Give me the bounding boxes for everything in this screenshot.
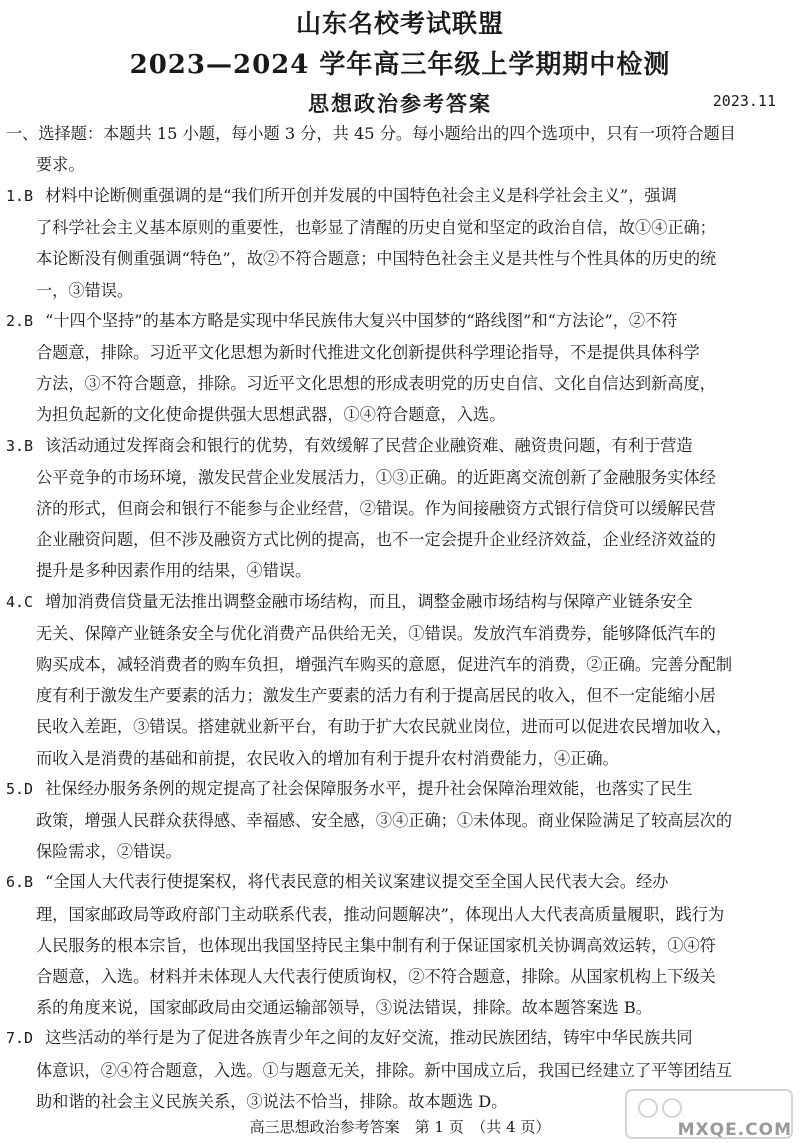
question-number: 1.B <box>6 187 34 205</box>
exam-title: 2023—2024 学年高三年级上学期期中检测 <box>129 50 671 80</box>
answer-first-line <box>6 1022 788 1054</box>
section-intro <box>6 118 788 180</box>
answer-line: 无关、保障产业链条安全与优化消费产品供给无关，①错误。发放汽车消费券，能够降低汽车的 <box>36 623 716 643</box>
answer-first-line <box>6 586 788 618</box>
answer-line: 合题意，排除。习近平文化思想为新时代推进文化创新提供科学理论指导，不是提供具体科学 <box>36 343 700 362</box>
answer-first-line <box>6 866 788 898</box>
answer-line: 济的形式，但商会和银行不能参与企业经营，②错误。作为间接融资方式银行信贷可以缓解民营 <box>36 499 716 518</box>
watermark-text: MXQE.COM <box>677 1120 792 1140</box>
question-answer <box>6 430 788 587</box>
intro-line: 一、选择题：本题共 15 小题，每小题 3 分，共 45 分。每小题给出的四个选项中，只有一项符合题目 <box>6 124 736 143</box>
answer-text: “全国人大代表行使提案权，将代表民意的相关议案建议提交至全国人民代表大会。经办 <box>45 872 669 892</box>
page-footer: 高三思想政治参考答案 第 1 页 （共 4 页） <box>249 1118 551 1136</box>
answer-text: 这些活动的举行是为了促进各族青少年之间的友好交流，推动民族团结，铸牢中华民族共同 <box>45 1028 693 1048</box>
question-number: 6.B <box>6 873 34 892</box>
answer-text: 材料中论断侧重强调的是“我们所开创并发展的中国特色社会主义是科学社会主义”，强调 <box>45 186 677 205</box>
answer-line: 了科学社会主义基本原则的重要性，也彰显了清醒的历史自觉和坚定的政治自信，故①④正确； <box>36 218 716 238</box>
question-answer <box>6 180 788 306</box>
answer-first-line <box>6 180 788 212</box>
answer-line: 系的角度来说，国家邮政局由交通运输部领导，③说法错误，排除。故本题答案选 B。 <box>36 998 652 1018</box>
answer-text: 社保经办服务条例的规定提高了社会保障服务水平，提升社会保障治理效能，也落实了民生 <box>45 778 693 798</box>
answer-line: 提升是多种因素作用的结果，④错误。 <box>36 561 312 581</box>
answer-line: 方法，③不符合题意，排除。习近平文化思想的形成表明党的历史自信、文化自信达到新高度， <box>36 374 716 394</box>
answer-line: 购买成本，减轻消费者的购车负担，增强汽车购买的意愿，促进汽车的消费，②正确。完善分配制 <box>36 655 733 674</box>
answer-line: 理，国家邮政局等政府部门主动联系代表，推动问题解决”，体现出人大代表高质量履职，践行为 <box>36 904 725 924</box>
question-answer <box>6 305 788 431</box>
subject-title: 思想政治参考答案 <box>308 91 492 116</box>
question-number: 3.B <box>6 436 34 455</box>
answer-line: 助和谐的社会主义民族关系，③说法不恰当，排除。故本题选 D。 <box>36 1091 508 1111</box>
answer-line: 一，③错误。 <box>36 280 134 300</box>
question-answer <box>6 773 788 868</box>
question-answer <box>6 586 788 774</box>
question-number: 2.B <box>6 311 34 330</box>
answer-text: “十四个坚持”的基本方略是实现中华民族伟大复兴中国梦的“路线图”和“方法论”，②不符 <box>45 310 678 330</box>
exam-date: 2023.11 <box>712 92 776 110</box>
answer-line: 公平竞争的市场环境，激发民营企业发展活力，①③正确。的近距离交流创新了金融服务实体经 <box>36 467 716 487</box>
answer-line: 保险需求，②错误。 <box>36 842 182 862</box>
answer-line: 度有利于激发生产要素的活力；激发生产要素的活力有利于提高居民的收入，但不一定能缩小居 <box>36 686 716 706</box>
question-number: 5.D <box>6 779 34 798</box>
answer-line: 政策，增强人民群众获得感、幸福感、安全感，③④正确；①未体现。商业保险满足了较高层次的 <box>36 811 733 830</box>
question-number: 4.C <box>6 592 34 611</box>
answer-line: 企业融资问题，但不涉及融资方式比例的提高，也不一定会提升企业经济效益，企业经济效益的 <box>36 530 716 550</box>
answer-first-line <box>6 773 788 805</box>
answer-first-line <box>6 430 788 462</box>
question-number: 7.D <box>6 1029 34 1048</box>
answer-line: 而收入是消费的基础和前提，农民收入的增加有利于提升农村消费能力，④正确。 <box>36 748 619 768</box>
question-answer <box>6 866 788 1023</box>
answer-text: 增加消费信贷量无法推出调整金融市场结构，而且，调整金融市场结构与保障产业链条安全 <box>45 591 693 611</box>
org-title: 山东名校考试联盟 <box>295 9 504 38</box>
answer-line: 民收入差距，③错误。搭建就业新平台，有助于扩大农民就业岗位，进而可以促进农民增加收入， <box>36 717 733 737</box>
answer-line: 合题意，入选。材料并未体现人大代表行使质询权，②不符合题意，排除。从国家机构上下级关 <box>36 967 716 986</box>
answer-line: 体意识，②④符合题意，入选。①与题意无关，排除。新中国成立后，我国已经建立了平等团结互 <box>36 1060 733 1080</box>
answer-first-line <box>6 305 788 337</box>
answer-text: 该活动通过发挥商会和银行的优势，有效缓解了民营企业融资难、融资贵问题，有利于营造 <box>45 435 693 455</box>
intro-line: 要求。 <box>36 155 85 175</box>
answer-line: 为担负起新的文化使命提供强大思想武器，①④符合题意，入选。 <box>36 405 506 425</box>
answer-line: 人民服务的根本宗旨，也体现出我国坚持民主集中制有利于保证国家机关协调高效运转，①④符 <box>36 935 716 955</box>
answer-line: 本论断没有侧重强调“特色”，故②不符合题意；中国特色社会主义是共性与个性具体的历史的统 <box>36 249 717 269</box>
